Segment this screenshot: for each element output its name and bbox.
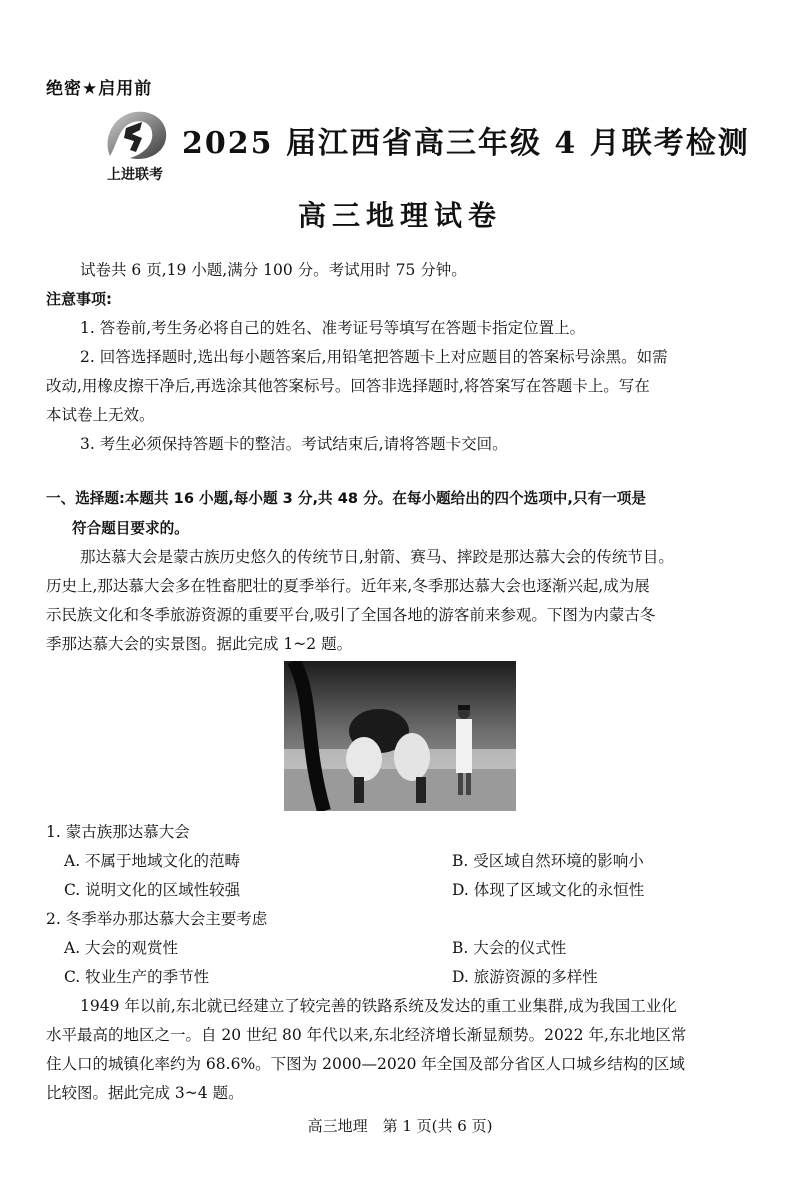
q1-option-d: D. 体现了区域文化的永恒性 [452, 881, 645, 899]
confidential-label: 绝密★启用前 [46, 79, 153, 99]
notice-line-2: 2. 回答选择题时,选出每小题答案后,用铅笔把答题卡上对应题目的答案标号涂黑。如需 [80, 348, 668, 366]
notice-line-3: 改动,用橡皮擦干净后,再选涂其他答案标号。回答非选择题时,将答案写在答题卡上。写在 [46, 377, 650, 395]
logo [96, 108, 174, 182]
naadam-photo [284, 661, 516, 811]
q2-option-c: C. 牧业生产的季节性 [64, 968, 210, 986]
q1-option-a: A. 不属于地域文化的范畴 [64, 852, 241, 870]
passage1-line-1: 那达慕大会是蒙古族历史悠久的传统节日,射箭、赛马、摔跤是那达慕大会的传统节目。 [80, 548, 674, 566]
passage1-line-3: 示民族文化和冬季旅游资源的重要平台,吸引了全国各地的游客前来参观。下图为内蒙古冬 [46, 606, 656, 624]
q1-stem: 1. 蒙古族那达慕大会 [46, 823, 190, 841]
q1-option-c: C. 说明文化的区域性较强 [64, 881, 241, 899]
exam-title: 2025 届江西省高三年级 4 月联考检测 [182, 126, 750, 161]
page-footer: 高三地理 第 1 页(共 6 页) [307, 1117, 493, 1135]
q2-option-a: A. 大会的观赏性 [64, 939, 179, 957]
notice-line-4: 本试卷上无效。 [46, 406, 155, 424]
q1-option-b: B. 受区域自然环境的影响小 [452, 852, 644, 870]
passage2-line-3: 住人口的城镇化率约为 68.6%。下图为 2000—2020 年全国及部分省区人口城乡结构的区域 [46, 1055, 685, 1073]
notice-line-1: 1. 答卷前,考生务必将自己的姓名、准考证号等填写在答题卡指定位置上。 [80, 319, 586, 337]
q2-option-d: D. 旅游资源的多样性 [452, 968, 598, 986]
intro-text: 试卷共 6 页,19 小题,满分 100 分。考试用时 75 分钟。 [80, 261, 467, 279]
section-heading-line-2: 符合题目要求的。 [72, 520, 189, 537]
passage2-line-4: 比较图。据此完成 3~4 题。 [46, 1084, 244, 1102]
logo-text: 上进联考 [107, 167, 163, 183]
section-heading-line-1: 一、选择题:本题共 16 小题,每小题 3 分,共 48 分。在每小题给出的四个选项中,只有一项是 [46, 490, 646, 507]
passage2-line-1: 1949 年以前,东北就已经建立了较完善的铁路系统及发达的重工业集群,成为我国工业化 [80, 997, 677, 1015]
logo-emblem-icon [96, 108, 174, 166]
notice-heading: 注意事项: [46, 290, 112, 308]
q2-stem: 2. 冬季举办那达慕大会主要考虑 [46, 910, 268, 928]
passage2-line-2: 水平最高的地区之一。自 20 世纪 80 年代以来,东北经济增长渐显颓势。2022 年,东北地区常 [46, 1026, 687, 1044]
passage1-line-2: 历史上,那达慕大会多在牲畜肥壮的夏季举行。近年来,冬季那达慕大会也逐渐兴起,成为展 [46, 577, 650, 595]
notice-line-5: 3. 考生必须保持答题卡的整洁。考试结束后,请将答题卡交回。 [80, 435, 508, 453]
q2-option-b: B. 大会的仪式性 [452, 939, 567, 957]
exam-subtitle: 高三地理试卷 [297, 199, 502, 232]
passage1-line-4: 季那达慕大会的实景图。据此完成 1~2 题。 [46, 635, 353, 653]
